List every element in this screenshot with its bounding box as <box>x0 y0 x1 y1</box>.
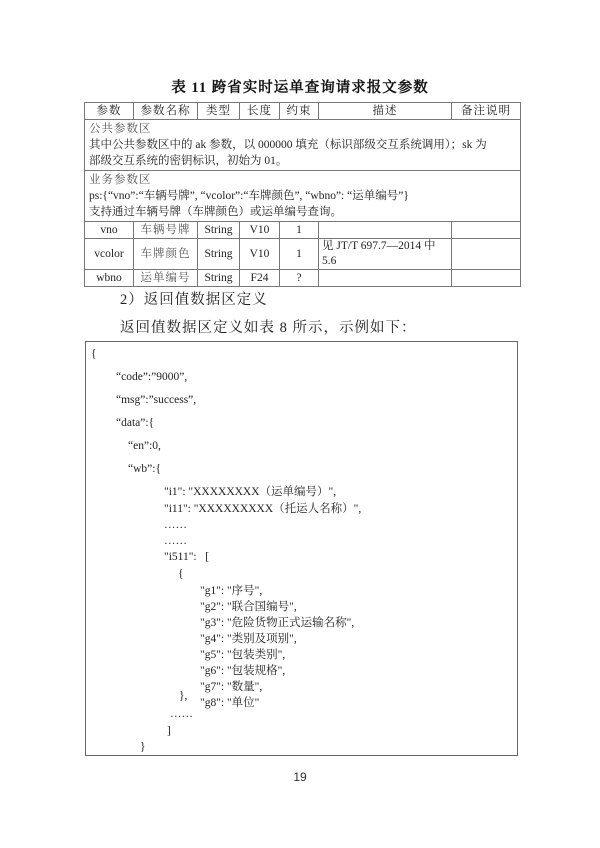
business-section-row <box>85 171 521 222</box>
section-heading: 2）返回值数据区定义 <box>120 292 268 308</box>
page-number: 19 <box>293 770 307 784</box>
code-line: "i11": "XXXXXXXXX（托运人名称）", <box>164 503 362 515</box>
table-row <box>85 222 521 239</box>
code-line: "g5": "包装类别", <box>200 649 286 661</box>
code-line: “code”:”9000”, <box>116 371 188 383</box>
code-line: } <box>140 741 146 753</box>
paragraph: 返回值数据区定义如表 8 所示，示例如下： <box>120 320 417 336</box>
cell-constraint: ? <box>280 270 319 287</box>
cell-length: F24 <box>240 270 280 287</box>
code-line: "g7": "数量", <box>200 681 263 693</box>
code-line: “msg”:”success”, <box>116 394 197 406</box>
code-line: "g1": "序号", <box>200 585 263 597</box>
cell-remark <box>452 239 521 270</box>
cell-type: String <box>198 270 240 287</box>
cell-name: 车牌颜色 <box>134 239 198 270</box>
params-table <box>84 102 521 287</box>
cell-type: String <box>198 239 240 270</box>
code-line: "g8": "单位" <box>200 697 260 709</box>
cell-param: vcolor <box>85 239 134 270</box>
cell-description <box>319 239 452 270</box>
header-type: 类型 <box>198 103 240 120</box>
business-section-cell <box>85 171 521 222</box>
cell-param: vno <box>85 222 134 239</box>
code-line: …… <box>164 519 187 531</box>
cell-param: wbno <box>85 270 134 287</box>
cell-name: 运单编号 <box>134 270 198 287</box>
business-section-title: 业务参数区 <box>89 174 152 186</box>
table-row <box>85 270 521 287</box>
code-line: "g3": "危险货物正式运输名称", <box>200 617 355 629</box>
business-section-line1: ps:{“vno”:“车辆号牌”, “vcolor”:“车牌颜色”, “wbno”: “运单编号”} <box>89 190 409 202</box>
cell-remark <box>452 222 521 239</box>
table-caption: 表 11 跨省实时运单查询请求报文参数 <box>171 80 429 96</box>
public-section-row <box>85 120 521 171</box>
cell-constraint: 1 <box>280 222 319 239</box>
code-line: “data”:{ <box>116 417 155 429</box>
code-line: "i1": "XXXXXXXX（运单编号）", <box>164 486 337 498</box>
code-line: { <box>178 568 184 580</box>
code-line: "i511": [ <box>164 551 210 563</box>
cell-description <box>319 270 452 287</box>
code-line: ] <box>167 725 171 737</box>
public-section-line2: 部级交互系统的密钥标识，初始为 01。 <box>89 155 288 167</box>
table-header-row <box>85 103 521 120</box>
code-line: "g4": "类别及项别", <box>200 633 297 645</box>
code-line: “wb”:{ <box>128 463 161 475</box>
header-constraint: 约束 <box>280 103 319 120</box>
table-row <box>85 239 521 270</box>
cell-remark <box>452 270 521 287</box>
cell-name: 车辆号牌 <box>134 222 198 239</box>
header-length: 长度 <box>240 103 280 120</box>
cell-length: V10 <box>240 239 280 270</box>
header-param: 参数 <box>85 103 134 120</box>
header-remark: 备注说明 <box>452 103 521 120</box>
cell-type: String <box>198 222 240 239</box>
code-line: “en”:0, <box>128 440 161 452</box>
code-line: …… <box>164 535 187 547</box>
code-line: { <box>91 348 97 360</box>
cell-length: V10 <box>240 222 280 239</box>
code-line: "g6": "包装规格", <box>200 665 286 677</box>
code-line: }, <box>179 690 188 702</box>
header-name: 参数名称 <box>134 103 198 120</box>
business-section-line2: 支持通过车辆号牌（车牌颜色）或运单编号查询。 <box>89 206 342 218</box>
description-line2: 5.6 <box>322 255 337 267</box>
code-example-box <box>85 341 518 756</box>
public-section-title: 公共参数区 <box>89 123 152 135</box>
public-section-cell <box>85 120 521 171</box>
header-description: 描述 <box>319 103 452 120</box>
cell-constraint: 1 <box>280 239 319 270</box>
description-line1: 见 JT/T 697.7—2014 中 <box>322 240 436 252</box>
cell-description <box>319 222 452 239</box>
code-line: "g2": "联合国编号", <box>200 601 297 613</box>
public-section-line1: 其中公共参数区中的 ak 参数，以 000000 填充（标识部级交互系统调用）；sk 为 <box>89 139 487 151</box>
code-line: …… <box>170 708 193 720</box>
